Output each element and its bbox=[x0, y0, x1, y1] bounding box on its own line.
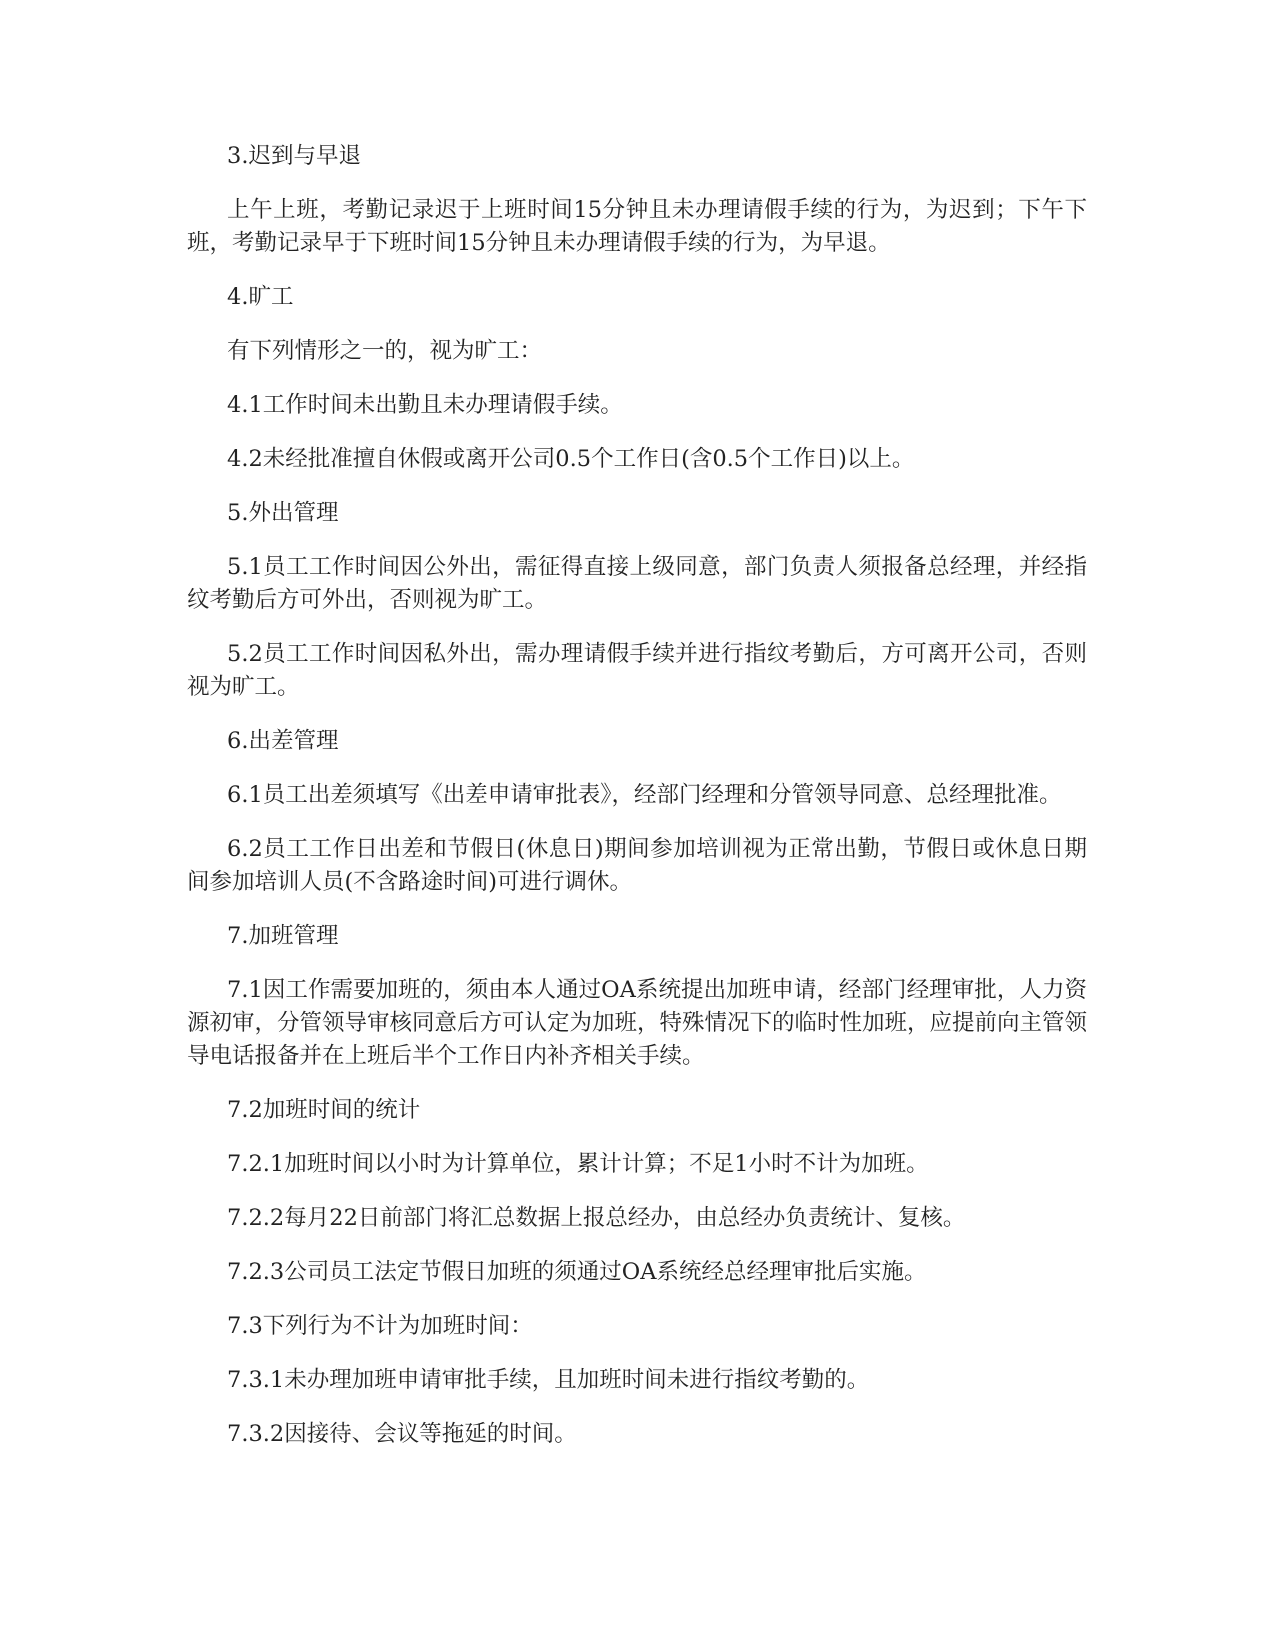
section-heading-absenteeism: 4.旷工 bbox=[227, 284, 294, 310]
paragraph-absenteeism-intro: 有下列情形之一的，视为旷工： bbox=[227, 338, 543, 364]
clause-5-1: 5.1员工工作时间因公外出，需征得直接上级同意，部门负责人须报备总经理，并经指纹考勤后方可外出，否则视为旷工。 bbox=[187, 554, 1087, 613]
clause-7-2-1: 7.2.1加班时间以小时为计算单位，累计计算；不足1小时不计为加班。 bbox=[227, 1151, 929, 1177]
section-heading-business-trip: 6.出差管理 bbox=[227, 728, 339, 754]
section-heading-outing: 5.外出管理 bbox=[227, 500, 339, 526]
clause-7-3: 7.3下列行为不计为加班时间： bbox=[227, 1313, 533, 1339]
clause-6-1: 6.1员工出差须填写《出差申请审批表》，经部门经理和分管领导同意、总经理批准。 bbox=[227, 782, 1062, 808]
clause-7-2: 7.2加班时间的统计 bbox=[227, 1097, 421, 1123]
section-heading-late-early: 3.迟到与早退 bbox=[227, 143, 361, 169]
clause-7-2-2: 7.2.2每月22日前部门将汇总数据上报总经办，由总经办负责统计、复核。 bbox=[227, 1205, 966, 1231]
clause-7-3-1: 7.3.1未办理加班申请审批手续，且加班时间未进行指纹考勤的。 bbox=[227, 1367, 870, 1393]
paragraph-late-early-definition: 上午上班，考勤记录迟于上班时间15分钟且未办理请假手续的行为，为迟到；下午下班，考勤记录早于下班时间15分钟且未办理请假手续的行为，为早退。 bbox=[187, 197, 1087, 256]
document-body bbox=[187, 140, 1087, 1472]
clause-7-3-2: 7.3.2因接待、会议等拖延的时间。 bbox=[227, 1421, 577, 1447]
clause-5-2: 5.2员工工作时间因私外出，需办理请假手续并进行指纹考勤后，方可离开公司，否则视为旷工。 bbox=[187, 641, 1087, 700]
clause-7-1: 7.1因工作需要加班的，须由本人通过OA系统提出加班申请，经部门经理审批，人力资源初审，分管领导审核同意后方可认定为加班，特殊情况下的临时性加班，应提前向主管领导电话报备并在上班后半个工作日内补齐相关手续。 bbox=[187, 977, 1088, 1069]
clause-4-2: 4.2未经批准擅自休假或离开公司0.5个工作日(含0.5个工作日)以上。 bbox=[227, 446, 915, 472]
clause-4-1: 4.1工作时间未出勤且未办理请假手续。 bbox=[227, 392, 623, 418]
clause-7-2-3: 7.2.3公司员工法定节假日加班的须通过OA系统经总经理审批后实施。 bbox=[227, 1259, 927, 1285]
section-heading-overtime: 7.加班管理 bbox=[227, 923, 339, 949]
clause-6-2: 6.2员工工作日出差和节假日(休息日)期间参加培训视为正常出勤，节假日或休息日期间参加培训人员(不含路途时间)可进行调休。 bbox=[187, 836, 1087, 895]
